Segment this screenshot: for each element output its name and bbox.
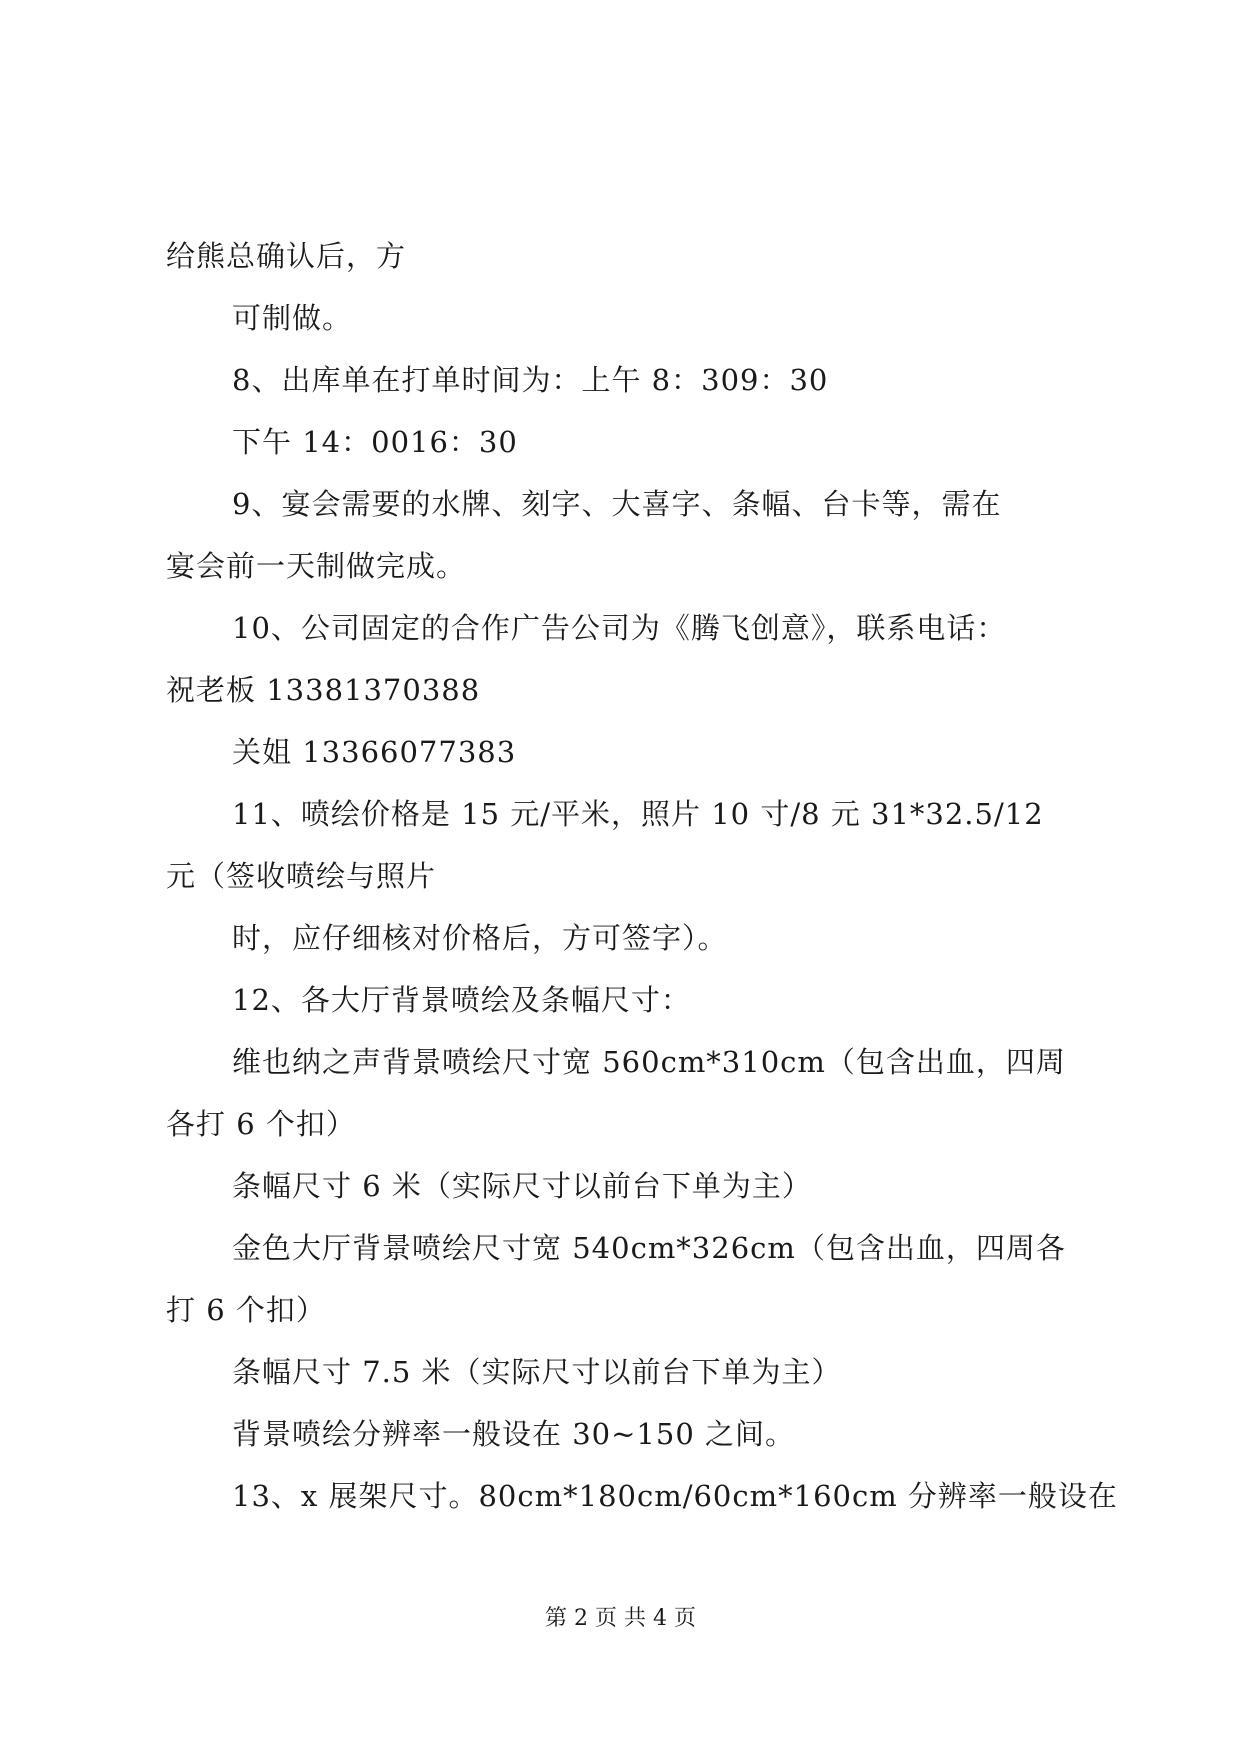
text-line: 各打 6 个扣） <box>166 1107 356 1141</box>
text-line: 打 6 个扣） <box>166 1293 326 1327</box>
text-line: 12、各大厅背景喷绘及条幅尺寸： <box>232 983 691 1017</box>
text-line: 宴会前一天制做完成。 <box>166 549 467 583</box>
text-line: 给熊总确认后，方 <box>166 239 407 273</box>
text-line: 13、x 展架尺寸。80cm*180cm/60cm*160cm 分辨率一般设在 <box>232 1479 1118 1513</box>
text-line: 祝老板 13381370388 <box>166 673 481 707</box>
page-footer: 第 2 页 共 4 页 <box>545 1606 696 1631</box>
text-line: 8、出库单在打单时间为：上午 8：309：30 <box>232 363 829 397</box>
text-line: 背景喷绘分辨率一般设在 30~150 之间。 <box>232 1417 795 1451</box>
text-line: 可制做。 <box>232 301 353 335</box>
text-line: 下午 14：0016：30 <box>232 425 518 459</box>
text-line: 9、宴会需要的水牌、刻字、大喜字、条幅、台卡等，需在 <box>232 487 1002 521</box>
text-line: 金色大厅背景喷绘尺寸宽 540cm*326cm（包含出血，四周各 <box>232 1231 1066 1265</box>
text-line: 10、公司固定的合作广告公司为《腾飞创意》，联系电话： <box>232 611 1007 645</box>
text-line: 时，应仔细核对价格后，方可签字）。 <box>232 921 728 955</box>
text-line: 11、喷绘价格是 15 元/平米，照片 10 寸/8 元 31*32.5/12 <box>232 797 1044 831</box>
text-line: 条幅尺寸 6 米（实际尺寸以前台下单为主） <box>232 1169 812 1203</box>
text-line: 关姐 13366077383 <box>232 735 517 769</box>
text-line: 条幅尺寸 7.5 米（实际尺寸以前台下单为主） <box>232 1355 842 1389</box>
text-line: 元（签收喷绘与照片 <box>166 859 437 893</box>
text-line: 维也纳之声背景喷绘尺寸宽 560cm*310cm（包含出血，四周 <box>232 1045 1066 1079</box>
